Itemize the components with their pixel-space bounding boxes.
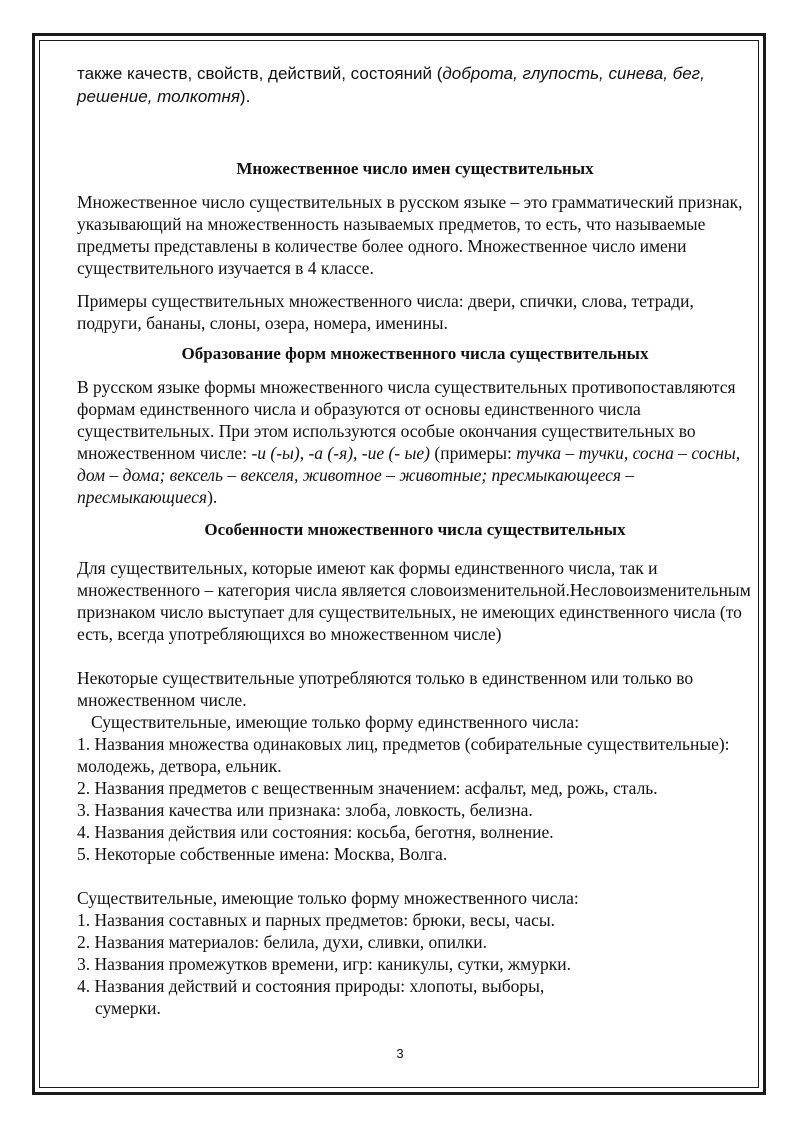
formation-endings: -и (-ы), -а (-я), -ие (- ые) xyxy=(251,443,430,463)
singular-only-title: Существительные, имеющие только форму единственного числа: xyxy=(91,712,580,732)
formation-text-3: ). xyxy=(207,487,218,507)
list-item: 3. Названия промежутков времени, игр: каникулы, сутки, жмурки. xyxy=(77,954,571,974)
usage-paragraph: Некоторые существительные употребляются только в единственном или только во множественном числе. xyxy=(77,668,694,710)
intro-text: также качеств, свойств, действий, состояний ( xyxy=(77,64,443,83)
heading-plural-formation: Образование форм множественного числа существительных xyxy=(181,344,649,363)
list-item: 1. Названия множества одинаковых лиц, предметов (собирательные существительные): молодежь, детвора, ельник. xyxy=(77,734,730,776)
singular-only-list xyxy=(77,733,753,865)
plural-only-list xyxy=(77,909,753,1019)
intro-text-end: ). xyxy=(239,87,251,106)
plural-examples-paragraph: Примеры существительных множественного числа: двери, спички, слова, тетради, подруги, бананы, слоны, озера, номера, именины. xyxy=(77,291,694,333)
intro-examples: доброта, глупость, синева, бег, решение, толкотня xyxy=(77,64,705,106)
plural-only-title: Существительные, имеющие только форму множественного числа: xyxy=(77,888,579,908)
intro-paragraph xyxy=(77,62,753,108)
list-item: 4. Названия действия или состояния: косьба, беготня, волнение. xyxy=(77,822,554,842)
list-item: 4. Названия действий и состояния природы: хлопоты, выборы, xyxy=(77,976,545,996)
list-item: 3. Названия качества или признака: злоба, ловкость, белизна. xyxy=(77,800,533,820)
heading-plural-nouns: Множественное число имен существительных xyxy=(236,159,594,178)
document-body xyxy=(77,62,753,1019)
heading-plural-features: Особенности множественного числа существительных xyxy=(204,520,626,539)
formation-text-2: (примеры: xyxy=(430,443,517,463)
formation-examples: тучка – тучки, сосна – сосны, дом – дома; вексель – векселя, животное – животные; пресмыкающееся – пресмыкающиеся xyxy=(77,443,741,507)
list-item: 2. Названия материалов: белила, духи, сливки, опилки. xyxy=(77,932,487,952)
list-item: сумерки. xyxy=(95,998,161,1018)
formation-paragraph xyxy=(77,376,753,508)
page-number: 3 xyxy=(396,1046,404,1061)
features-paragraph: Для существительных, которые имеют как формы единственного числа, так и множественного – категория числа является словоизменительной.Несловоизменительным признаком число выступает для существительных, не имеющих единственного числа (то есть, всегда употребляющихся во множественном числе) xyxy=(77,558,751,644)
formation-text: В русском языке формы множественного числа существительных противопоставляются формам единственного числа и образуются от основы единственного числа существительных. При этом используются особые окончания существительных во множественном числе: xyxy=(77,377,736,463)
list-item: 2. Названия предметов с вещественным значением: асфальт, мед, рожь, сталь. xyxy=(77,778,658,798)
plural-definition-paragraph: Множественное число существительных в русском языке – это грамматический признак, указывающий на множественность называемых предметов, то есть, что называемые предметы представлены в количестве более одного. Множественное число имени существительного изучается в 4 классе. xyxy=(77,192,743,278)
list-item: 5. Некоторые собственные имена: Москва, Волга. xyxy=(77,844,448,864)
list-item: 1. Названия составных и парных предметов: брюки, весы, часы. xyxy=(77,910,556,930)
